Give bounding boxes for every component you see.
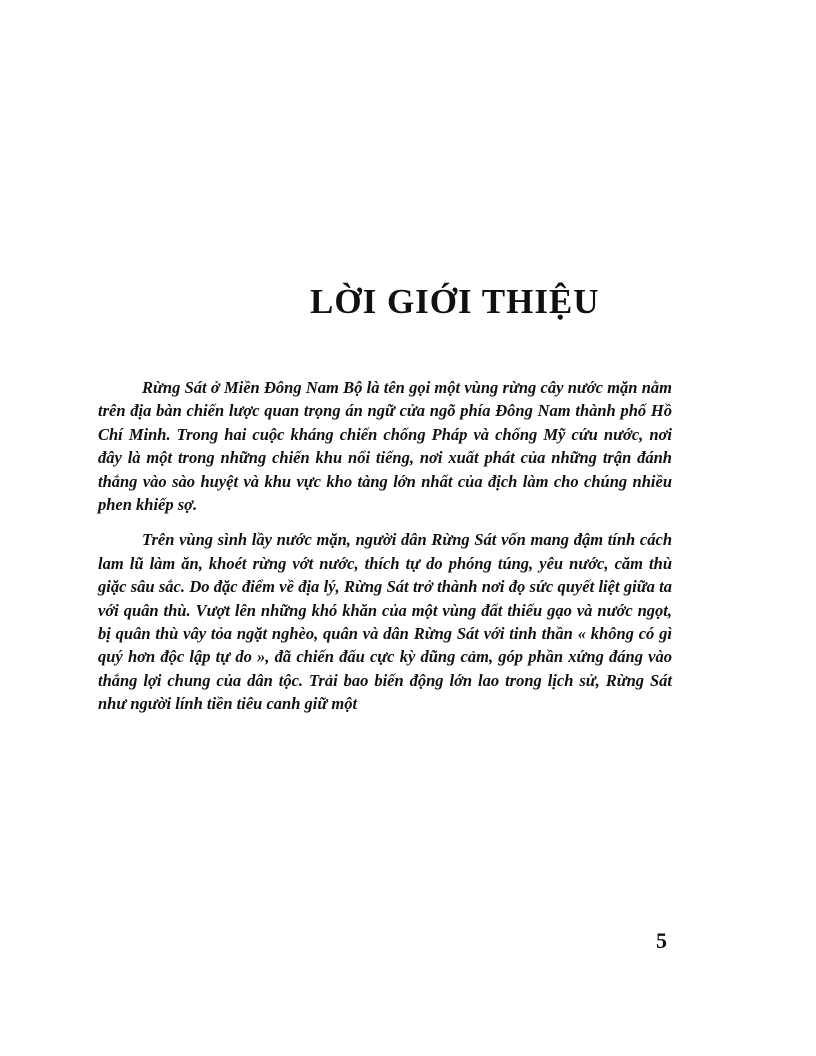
page-number: 5 (656, 928, 667, 953)
paragraph-2: Trên vùng sình lầy nước mặn, người dân Rừng Sát vốn mang đậm tính cách lam lũ làm ăn, khoét rừng vớt nước, thích tự do phóng túng, yêu nước, căm thù giặc sâu sắc. Do đặc điểm về địa lý, Rừng Sát trở thành nơi đọ sức quyết liệt giữa ta với quân thù. Vượt lên những khó khăn của một vùng đất thiếu gạo và nước ngọt, bị quân thù vây tỏa ngặt nghèo, quân và dân Rừng Sát với tinh thần « không có gì quý hơn độc lập tự do », đã chiến đấu cực kỳ dũng cảm, góp phần xứng đáng vào thắng lợi chung của dân tộc. Trải bao biến động lớn lao trong lịch sử, Rừng Sát như người lính tiền tiêu canh giữ một (98, 530, 672, 714)
paragraph-1: Rừng Sát ở Miền Đông Nam Bộ là tên gọi một vùng rừng cây nước mặn nằm trên địa bàn chiến lược quan trọng án ngữ cửa ngõ phía Đông Nam thành phố Hồ Chí Minh. Trong hai cuộc kháng chiến chống Pháp và chống Mỹ cứu nước, nơi đây là một trong những chiến khu nổi tiếng, nơi xuất phát của những trận đánh thắng vào sào huyệt và khu vực kho tàng lớn nhất của địch làm cho chúng nhiều phen khiếp sợ. (98, 378, 672, 515)
page-title: LỜI GIỚI THIỆU (310, 282, 600, 321)
body-text (98, 376, 672, 716)
